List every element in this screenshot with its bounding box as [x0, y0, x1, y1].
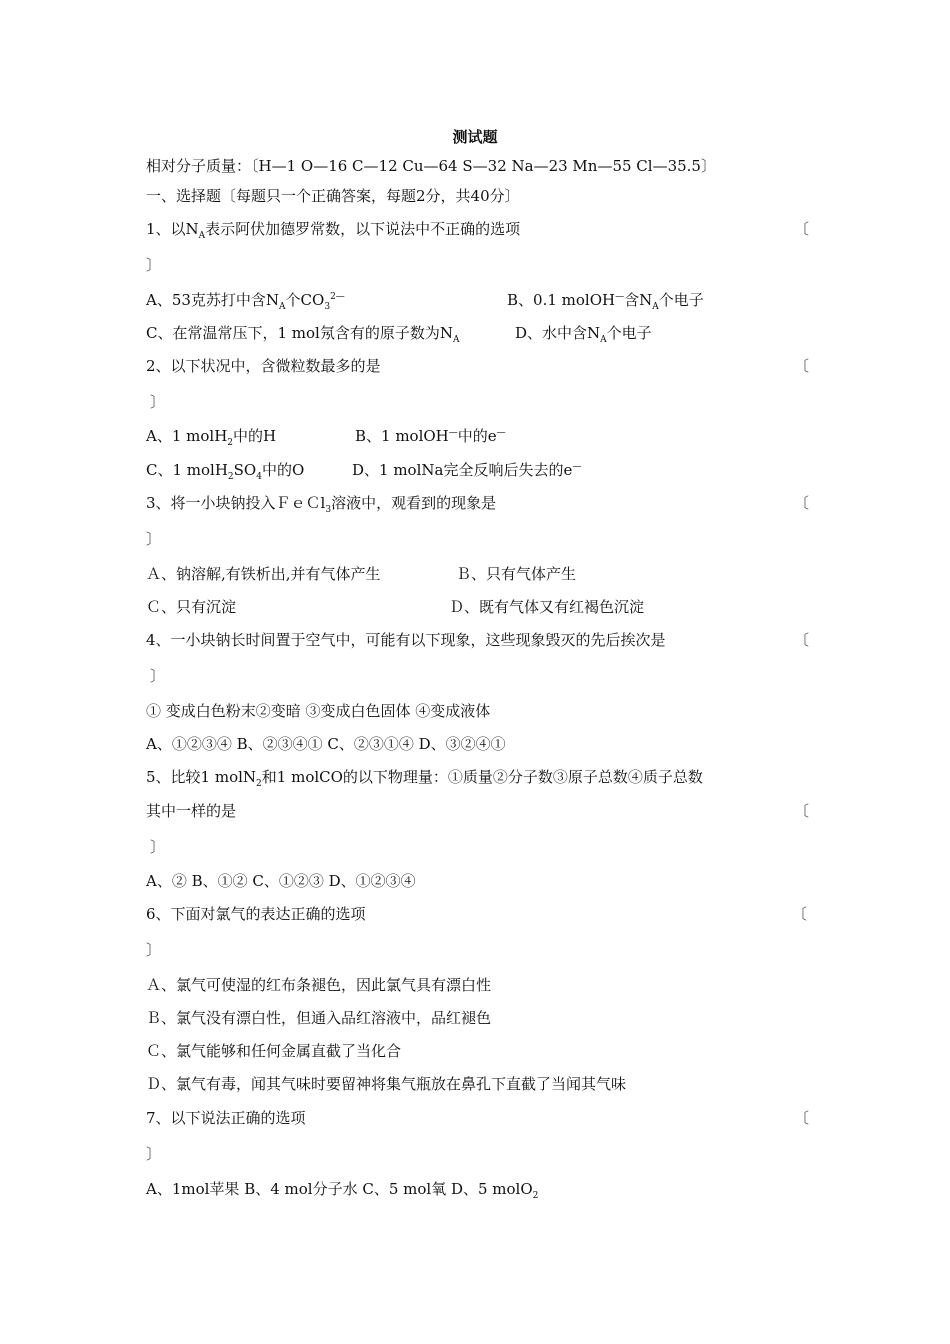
q1-option-b: B、0.1 molOH—含$N_A$个电子	[507, 291, 704, 312]
q5-stem: 5、比较1 molN$_2$和1 molCO的以下物理量：①质量②分子数③原子总数④质子总数	[146, 768, 703, 789]
q2-option-b: B、1 molOH—中的e—	[355, 427, 506, 445]
q5-bracket-open: 〔	[794, 802, 810, 820]
q7-bracket-close: 〕	[146, 1145, 162, 1163]
q5-options: A、② B、①② C、①②③ D、①②③④	[146, 872, 416, 890]
q3-option-a: Ａ、钠溶解,有铁析出,并有气体产生	[146, 565, 381, 583]
q2-bracket-open: 〔	[794, 357, 810, 375]
q3-bracket-open: 〔	[794, 494, 810, 512]
q6-bracket-close: 〕	[146, 941, 162, 959]
q4-stem: 4、一小块钠长时间置于空气中，可能有以下现象，这些现象毁灭的先后挨次是	[146, 631, 666, 649]
q2-option-c: C、1 $molH_2SO_4$中的O	[146, 461, 305, 482]
q4-bracket-close: 〕	[150, 667, 166, 685]
section-heading: 一、选择题〔每题只一个正确答案，每题2分，共40分〕	[146, 187, 520, 205]
q3-option-b: Ｂ、只有气体产生	[456, 565, 577, 583]
q1-option-c: C、在常温常压下，1 mol氖含有的原子数为$N_A$	[146, 324, 460, 345]
page-title: 测试题	[452, 128, 498, 146]
q3-option-d: Ｄ、既有气体又有红褐色沉淀	[449, 598, 645, 616]
q4-bracket-open: 〔	[794, 631, 810, 649]
q7-stem: 7、以下说法正确的选项	[146, 1109, 306, 1127]
q6-option-b: Ｂ、氯气没有漂白性，但通入品红溶液中，品红褪色	[146, 1009, 492, 1027]
q7-bracket-open: 〔	[794, 1109, 810, 1127]
q1-option-a: A、53克苏打中含$N_A$个$CO_3^{2—}$	[146, 291, 345, 312]
q2-option-a: A、1 molH$_2$中的H	[146, 427, 277, 448]
q1-option-d: D、水中含$N_A$个电子	[515, 324, 652, 345]
q1-bracket-open: 〔	[794, 220, 810, 238]
q3-bracket-close: 〕	[146, 530, 162, 548]
q6-stem: 6、下面对氯气的表达正确的选项	[146, 905, 366, 923]
q2-bracket-close: 〕	[150, 393, 166, 411]
q4-items: ① 变成白色粉末②变暗 ③变成白色固体 ④变成液体	[146, 702, 491, 720]
relative-masses-line: 相对分子质量：〔H—1 O—16 C—12 Cu—64 S—32 Na—23 Mn—55 Cl—35.5〕	[146, 157, 716, 175]
q1-bracket-close: 〕	[146, 256, 162, 274]
q2-stem: 2、以下状况中，含微粒数最多的是	[146, 357, 381, 375]
q3-option-c: Ｃ、只有沉淀	[146, 598, 237, 616]
q3-stem: 3、将一小块钠投入ＦｅＣl$_3$溶液中，观看到的现象是	[146, 494, 497, 515]
q6-bracket-open: 〔	[792, 905, 808, 923]
q6-option-c: Ｃ、氯气能够和任何金属直截了当化合	[146, 1042, 402, 1060]
q1-stem: 1、以$N_A$表示阿伏加德罗常数，以下说法中不正确的选项	[146, 220, 521, 241]
q6-option-a: Ａ、氯气可使湿的红布条褪色，因此氯气具有漂白性	[146, 976, 492, 994]
q4-options: A、①②③④ B、②③④① C、②③①④ D、③②④①	[146, 735, 506, 753]
q7-options: A、1mol苹果 B、4 mol分子水 C、5 mol氧 D、5 molO$_2$	[146, 1180, 539, 1201]
q2-option-d: D、1 molNa完全反响后失去的e—	[352, 461, 582, 479]
q6-option-d: Ｄ、氯气有毒，闻其气味时要留神将集气瓶放在鼻孔下直截了当闻其气味	[146, 1075, 627, 1093]
q5-stem-continued: 其中一样的是	[146, 802, 237, 820]
q5-bracket-close: 〕	[150, 838, 166, 856]
